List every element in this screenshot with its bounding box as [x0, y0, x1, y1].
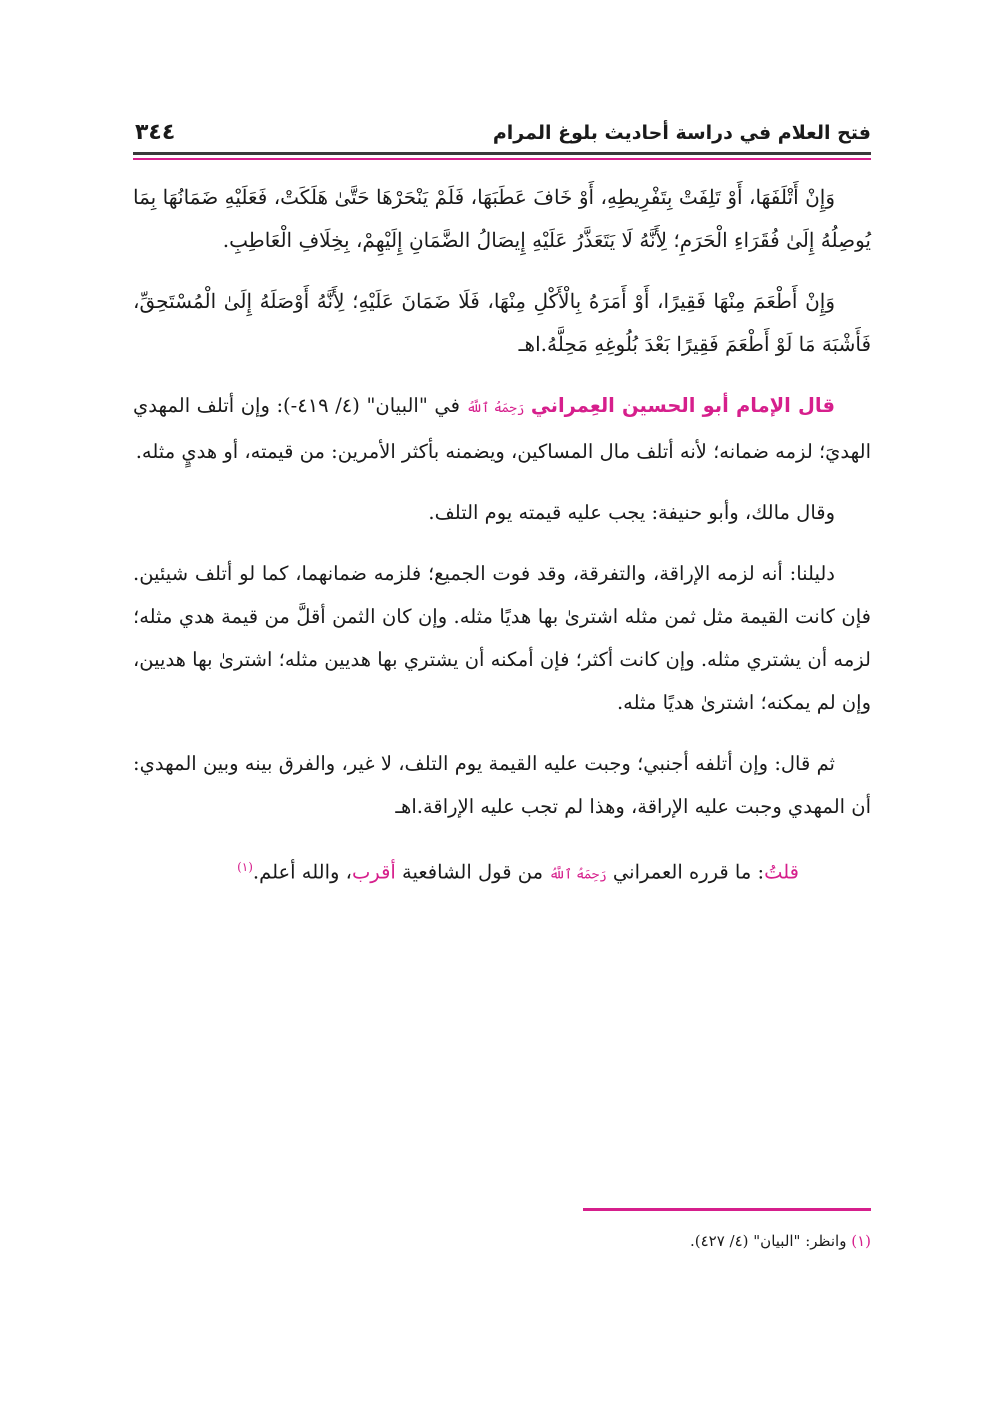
honorific-mark: رَحِمَهُ ٱللَّهُ [466, 401, 525, 416]
paragraph-6: ثم قال: وإن أتلفه أجنبي؛ وجبت عليه القيمة يوم التلف، لا غير، والفرق بينه وبين المهدي: أن المهدي وجبت عليه الإراقة، وهذا لم تجب عليه الإراقة.اهـ [133, 752, 871, 818]
paragraph-3-text: في "البيان" (٤/ ٤١٩-): وإن أتلف المهدي الهديَ؛ لزمه ضمانه؛ لأنه أتلف مال المساكين، ويضمنه بأكثر الأمرين: من قيمته، أو هديٍ مثله. [133, 394, 871, 463]
conclusion-mid: : ما قرره العمراني [606, 860, 765, 884]
paragraph-2: وَإِنْ أَطْعَمَ مِنْهَا فَقِيرًا، أَوْ أَمَرَهُ بِالْأَكْلِ مِنْهَا، فَلَا ضَمَانَ عَلَيْهِ؛ لِأَنَّهُ أَوْصَلَهُ إِلَىٰ الْمُسْتَحِقِّ، فَأَشْبَهَ مَا لَوْ أَطْعَمَ فَقِيرًا بَعْدَ بُلُوغِهِ مَحِلَّهُ.اهـ [133, 289, 871, 356]
footnote-number: (١) [851, 1232, 871, 1250]
header-rule-dark [133, 152, 871, 155]
page-number: ٣٤٤ [135, 120, 176, 145]
honorific-mark-2: رَحِمَهُ ٱللَّهُ [549, 867, 607, 883]
paragraph-3 [133, 384, 871, 473]
conclusion-text: من قول الشافعية [395, 860, 550, 884]
document-page [133, 118, 871, 915]
footnote [271, 1232, 871, 1250]
speaker-name: قال الإمام أبو الحسين العِمراني [530, 394, 836, 417]
footnote-separator [583, 1208, 871, 1211]
footnote-reference[interactable]: (١) [237, 860, 253, 874]
footnote-text: وانظر: "البيان" (٤/ ٤٢٧). [689, 1232, 852, 1250]
page-body [133, 176, 871, 897]
paragraph-4: وقال مالك، وأبو حنيفة: يجب عليه قيمته يوم التلف. [428, 501, 835, 524]
header-rule-pink [133, 158, 871, 160]
conclusion-accent: أقرب [351, 860, 396, 884]
conclusion-end: ، والله أعلم. [252, 860, 352, 884]
page-header [133, 118, 871, 152]
conclusion-lead: قلتُ [764, 860, 799, 884]
book-title: فتح العلام في دراسة أحاديث بلوغ المرام [492, 122, 871, 144]
paragraph-1: وَإِنْ أَتْلَفَهَا، أَوْ تَلِفَتْ بِتَفْرِيطِهِ، أَوْ خَافَ عَطَبَهَا، فَلَمْ يَنْحَرْهَا حَتَّىٰ هَلَكَتْ، فَعَلَيْهِ ضَمَانُهَا بِمَا يُوصِلُهُ إِلَىٰ فُقَرَاءِ الْحَرَمِ؛ لِأَنَّهُ لَا يَتَعَذَّرُ عَلَيْهِ إِيصَالُ الضَّمَانِ إِلَيْهِمْ، بِخِلَافِ الْعَاطِبِ. [133, 185, 871, 252]
paragraph-5: دليلنا: أنه لزمه الإراقة، والتفرقة، وقد فوت الجميع؛ فلزمه ضمانهما، كما لو أتلف شيئين. فإن كانت القيمة مثل ثمن مثله اشترىٰ بها هديًا مثله. وإن كان الثمن أقلَّ من قيمة هدي مثله؛ لزمه أن يشتري مثله. وإن كانت أكثر؛ فإن أمكنه أن يشتري بها هديين مثله؛ اشترىٰ بها هديين، وإن لم يمكنه؛ اشترىٰ هديًا مثله. [133, 562, 871, 714]
paragraph-7 [133, 846, 871, 897]
